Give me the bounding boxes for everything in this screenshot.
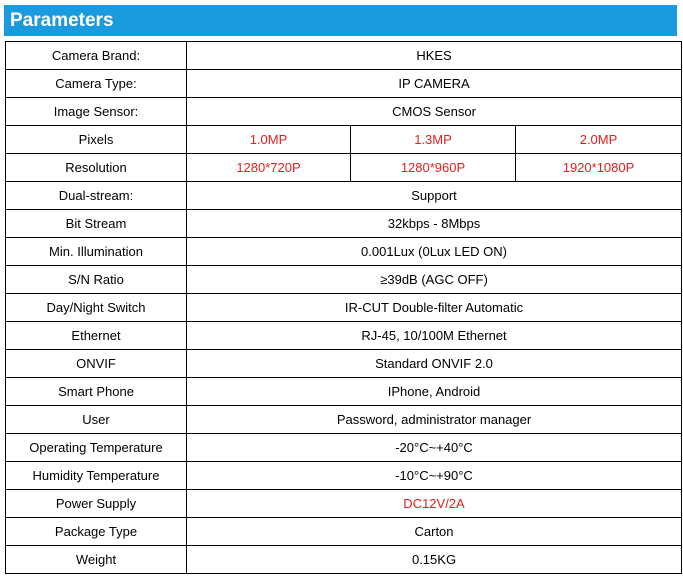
table-row-resolution: [6, 154, 682, 182]
row-value: Carton: [187, 518, 682, 546]
row-label: Day/Night Switch: [6, 294, 187, 322]
row-value: ≥39dB (AGC OFF): [187, 266, 682, 294]
row-label: Pixels: [6, 126, 187, 154]
row-value: IPhone, Android: [187, 378, 682, 406]
page-title: Parameters: [10, 10, 114, 31]
row-label: Smart Phone: [6, 378, 187, 406]
row-label: Ethernet: [6, 322, 187, 350]
table-row-humidity-temperature: [6, 462, 682, 490]
row-value: HKES: [187, 42, 682, 70]
row-label: Resolution: [6, 154, 187, 182]
resolution-option-2: 1280*960P: [351, 154, 516, 182]
table-row-camera-brand: [6, 42, 682, 70]
table-row-sn-ratio: [6, 266, 682, 294]
row-label: Package Type: [6, 518, 187, 546]
parameters-table: [5, 41, 682, 574]
row-value: Support: [187, 182, 682, 210]
table-row-dual-stream: [6, 182, 682, 210]
row-label: Power Supply: [6, 490, 187, 518]
row-value: 32kbps - 8Mbps: [187, 210, 682, 238]
table-row-min-illumination: [6, 238, 682, 266]
table-row-operating-temperature: [6, 434, 682, 462]
row-label: Camera Brand:: [6, 42, 187, 70]
pixels-option-1: 1.0MP: [187, 126, 351, 154]
pixels-option-2: 1.3MP: [351, 126, 516, 154]
row-value: -20°C~+40°C: [187, 434, 682, 462]
row-label: User: [6, 406, 187, 434]
row-label: S/N Ratio: [6, 266, 187, 294]
row-label: Operating Temperature: [6, 434, 187, 462]
table-row-package-type: [6, 518, 682, 546]
table-row-image-sensor: [6, 98, 682, 126]
table-row-ethernet: [6, 322, 682, 350]
table-row-smart-phone: [6, 378, 682, 406]
row-value: DC12V/2A: [187, 490, 682, 518]
row-label: Bit Stream: [6, 210, 187, 238]
row-label: Min. Illumination: [6, 238, 187, 266]
row-label: Camera Type:: [6, 70, 187, 98]
pixels-option-3: 2.0MP: [516, 126, 682, 154]
table-row-pixels: [6, 126, 682, 154]
table-row-weight: [6, 546, 682, 574]
row-label: Humidity Temperature: [6, 462, 187, 490]
row-value: IR-CUT Double-filter Automatic: [187, 294, 682, 322]
row-value: CMOS Sensor: [187, 98, 682, 126]
resolution-option-1: 1280*720P: [187, 154, 351, 182]
row-value: RJ-45, 10/100M Ethernet: [187, 322, 682, 350]
table-row-day-night-switch: [6, 294, 682, 322]
resolution-option-3: 1920*1080P: [516, 154, 682, 182]
row-value: -10°C~+90°C: [187, 462, 682, 490]
row-value: Password, administrator manager: [187, 406, 682, 434]
table-row-camera-type: [6, 70, 682, 98]
row-value: Standard ONVIF 2.0: [187, 350, 682, 378]
row-label: ONVIF: [6, 350, 187, 378]
row-label: Image Sensor:: [6, 98, 187, 126]
row-value: IP CAMERA: [187, 70, 682, 98]
row-label: Weight: [6, 546, 187, 574]
table-row-onvif: [6, 350, 682, 378]
row-label: Dual-stream:: [6, 182, 187, 210]
row-value: 0.001Lux (0Lux LED ON): [187, 238, 682, 266]
table-row-user: [6, 406, 682, 434]
row-value: 0.15KG: [187, 546, 682, 574]
table-row-power-supply: [6, 490, 682, 518]
parameters-header: [4, 5, 677, 36]
table-row-bit-stream: [6, 210, 682, 238]
